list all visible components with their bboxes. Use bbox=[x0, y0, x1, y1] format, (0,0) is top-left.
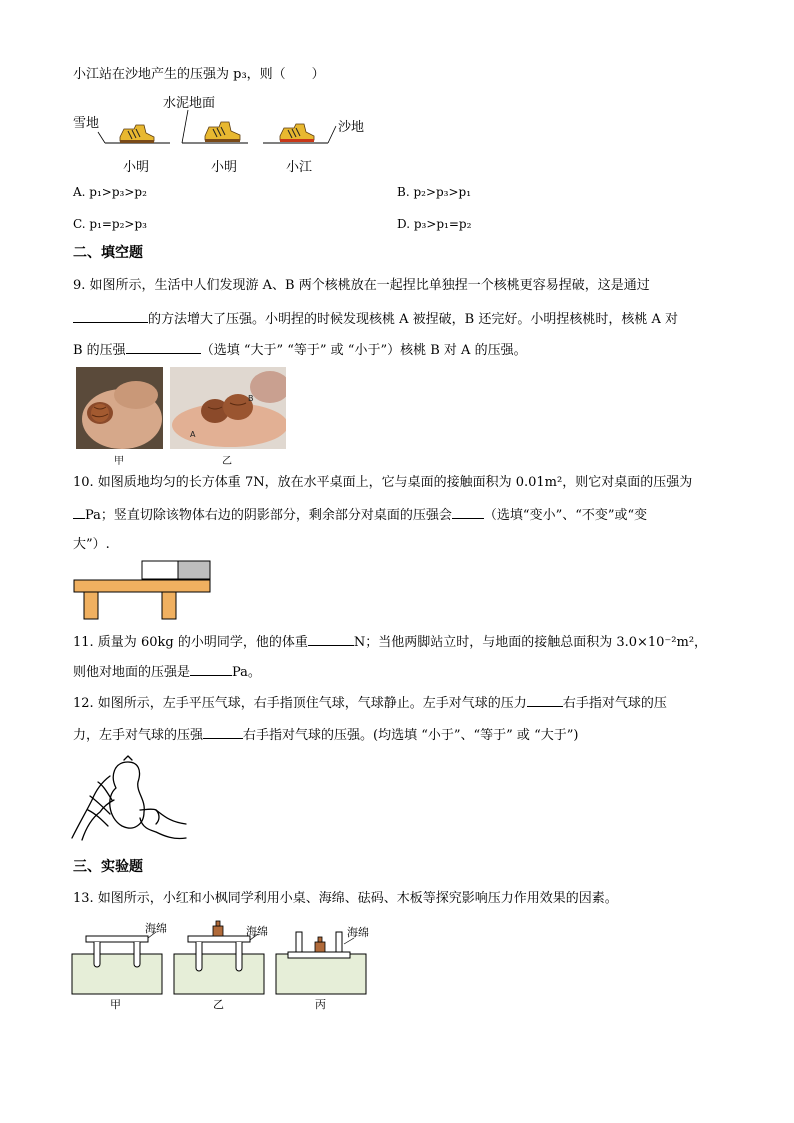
q10-line-3: 大”）. bbox=[73, 537, 110, 552]
q8-option-b: B. p₂>p₃>p₁ bbox=[397, 185, 472, 199]
section-heading-fill-in: 二、填空题 bbox=[73, 245, 143, 261]
q10-line-1: 10. 如图质地均匀的长方体重 7N，放在水平桌面上，它与桌面的接触面积为 0.01m²，则它对桌面的压强为 bbox=[73, 475, 693, 490]
q9-caption-yi: 乙 bbox=[222, 456, 232, 467]
section-heading-experiment: 三、实验题 bbox=[73, 859, 143, 875]
label-xiaojiang: 小江 bbox=[286, 160, 313, 175]
label-sand: 沙地 bbox=[338, 120, 365, 135]
q12-line-2: 力，左手对气球的压强 右手指对气球的压强。(均选填 “小于”、“等于” 或 “大于”) bbox=[73, 728, 579, 743]
q9-blank-1 bbox=[73, 310, 148, 323]
sponge-label-yi: 海绵 bbox=[246, 925, 268, 938]
q9-caption-jia: 甲 bbox=[114, 456, 124, 467]
q10-blank-2 bbox=[452, 506, 484, 519]
q11-blank-2 bbox=[190, 663, 232, 676]
q13-line-1: 13. 如图所示，小红和小枫同学利用小桌、海绵、砝码、木板等探究影响压力作用效果的因素。 bbox=[73, 891, 618, 906]
sponge-label-jia: 海绵 bbox=[145, 922, 167, 935]
q12-blank-2 bbox=[203, 726, 243, 739]
label-cement: 水泥地面 bbox=[163, 96, 216, 111]
walnut-label-a: A bbox=[190, 430, 196, 439]
sponge-label-bing: 海绵 bbox=[347, 926, 369, 939]
q8-option-a: A. p₁>p₃>p₂ bbox=[73, 185, 147, 199]
q11-blank-1 bbox=[308, 633, 354, 646]
q8-option-c: C. p₁=p₂>p₃ bbox=[73, 217, 147, 231]
q8-option-d: D. p₃>p₁=p₂ bbox=[397, 217, 472, 231]
q13-caption-yi: 乙 bbox=[213, 998, 224, 1011]
q13-caption-jia: 甲 bbox=[110, 998, 121, 1011]
q10-blank-1 bbox=[73, 506, 85, 519]
q12-blank-1 bbox=[527, 694, 563, 707]
label-snow: 雪地 bbox=[73, 116, 100, 131]
q12-balloon-hands-figure bbox=[70, 752, 188, 846]
q11-line-2: 则他对地面的压强是 Pa。 bbox=[73, 665, 261, 680]
q9-line-2: 的方法增大了压强。小明捏的时候发现核桃 A 被捏破，B 还完好。小明捏核桃时，核桃 A 对 bbox=[73, 310, 678, 328]
label-xiaoming-2: 小明 bbox=[211, 160, 238, 175]
q11-line-1: 11. 质量为 60kg 的小明同学，他的体重 N；当他两脚站立时，与地面的接触总面积为 3.0×10⁻²m²， bbox=[73, 635, 708, 650]
q9-photo-jia bbox=[76, 367, 163, 449]
q9-blank-2 bbox=[126, 341, 201, 354]
q9-photo-yi bbox=[170, 367, 286, 449]
q13-sponge-table-figure bbox=[70, 918, 375, 1013]
q9-line-3: B 的压强 （选填 “大于” “等于” 或 “小于”）核桃 B 对 A 的压强。 bbox=[73, 343, 527, 358]
q10-line-2: Pa；竖直切除该物体右边的阴影部分，剩余部分对桌面的压强会 （选填“变小”、“不变”或“变 bbox=[73, 506, 647, 524]
q8-stem: 小江站在沙地产生的压强为 p₃，则（ ） bbox=[73, 67, 325, 82]
walnut-label-b: B bbox=[248, 394, 254, 403]
q10-table-block-figure bbox=[72, 560, 214, 622]
q13-caption-bing: 丙 bbox=[315, 998, 326, 1011]
q9-line-1: 9. 如图所示，生活中人们发现游 A、B 两个核桃放在一起捏比单独捏一个核桃更容易捏破，这是通过 bbox=[73, 278, 650, 293]
q12-line-1: 12. 如图所示，左手平压气球，右手指顶住气球，气球静止。左手对气球的压力 右手指对气球的压 bbox=[73, 696, 667, 711]
label-xiaoming-1: 小明 bbox=[123, 160, 150, 175]
